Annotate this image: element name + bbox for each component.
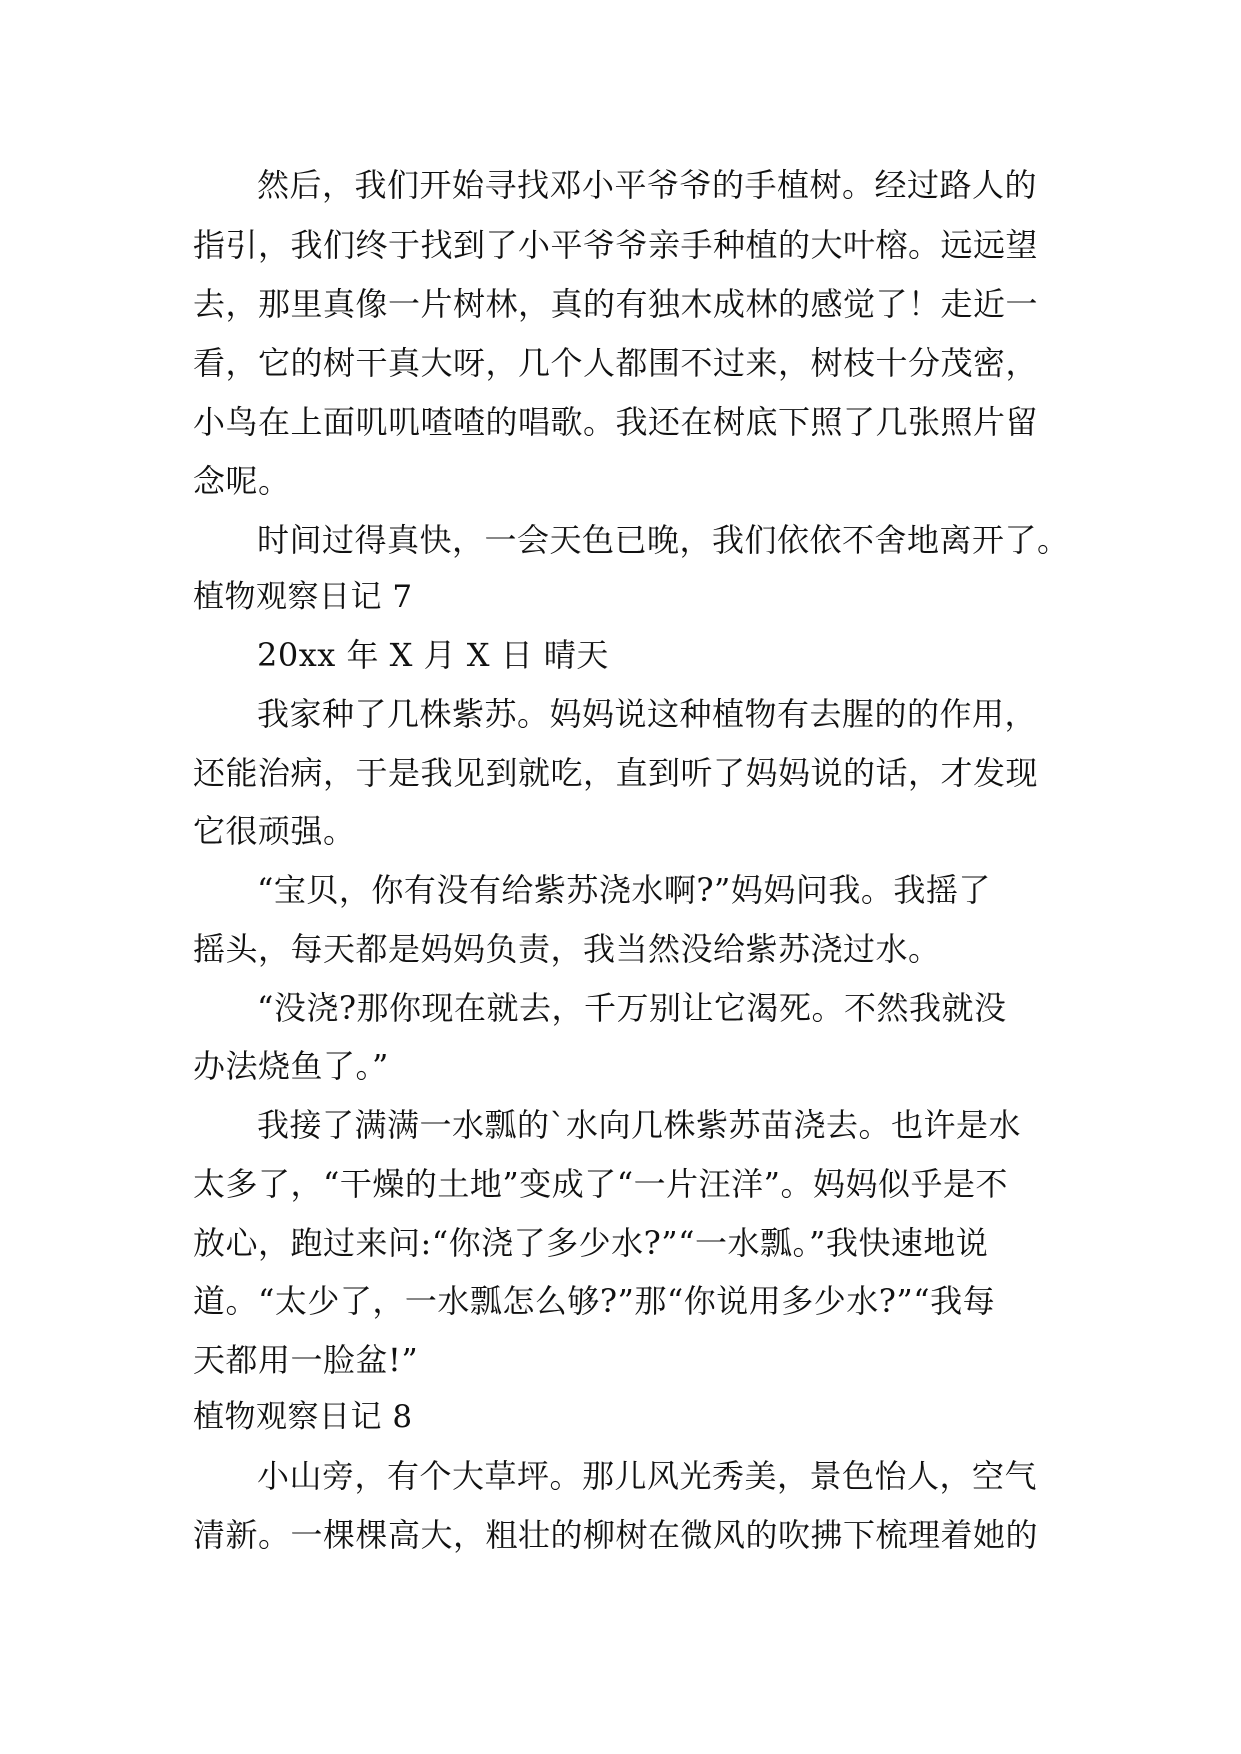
paragraph-line: 看，它的树干真大呀，几个人都围不过来，树枝十分茂密， [193, 344, 1039, 382]
section-heading: 植物观察日记 8 [193, 1399, 413, 1435]
paragraph-line: 然后，我们开始寻找邓小平爷爷的手植树。经过路人的 [257, 166, 1038, 204]
paragraph-line: 小山旁，有个大草坪。那儿风光秀美，景色怡人，空气 [257, 1457, 1038, 1495]
paragraph-line: 放心，跑过来问:“你浇了多少水?”“一水瓢。”我快速地说 [193, 1224, 989, 1262]
paragraph-line: 我家种了几株紫苏。妈妈说这种植物有去腥的的作用， [257, 695, 1038, 733]
paragraph-line: 道。“太少了，一水瓢怎么够?”那“你说用多少水?”“我每 [193, 1282, 996, 1320]
paragraph-line: “没浇?那你现在就去，千万别让它渴死。不然我就没 [257, 989, 1007, 1027]
paragraph-line: 我接了满满一水瓢的`水向几株紫苏苗浇去。也许是水 [257, 1106, 1022, 1144]
paragraph-line: 时间过得真快，一会天色已晚，我们依依不舍地离开了。 [257, 521, 1070, 559]
paragraph-line: 天都用一脸盆!” [193, 1341, 419, 1379]
section-heading: 植物观察日记 7 [193, 579, 413, 615]
date-line: 20xx 年 X 月 X 日 晴天 [257, 636, 609, 674]
paragraph-line: 小鸟在上面叽叽喳喳的唱歌。我还在树底下照了几张照片留 [193, 403, 1039, 441]
paragraph-line: 还能治病，于是我见到就吃，直到听了妈妈说的话，才发现 [193, 754, 1039, 792]
paragraph-line: 念呢。 [193, 462, 291, 500]
paragraph-line: 摇头，每天都是妈妈负责，我当然没给紫苏浇过水。 [193, 930, 941, 968]
paragraph-line: 清新。一棵棵高大，粗壮的柳树在微风的吹拂下梳理着她的 [193, 1516, 1039, 1554]
paragraph-line: 办法烧鱼了。” [193, 1047, 389, 1085]
paragraph-line: 指引，我们终于找到了小平爷爷亲手种植的大叶榕。远远望 [193, 226, 1039, 264]
paragraph-line: 太多了，“干燥的土地”变成了“一片汪洋”。妈妈似乎是不 [193, 1165, 1008, 1203]
paragraph-line: 去，那里真像一片树林，真的有独木成林的感觉了！走近一 [193, 285, 1039, 323]
paragraph-line: “宝贝，你有没有给紫苏浇水啊?”妈妈问我。我摇了 [257, 871, 991, 909]
paragraph-line: 它很顽强。 [193, 812, 356, 850]
